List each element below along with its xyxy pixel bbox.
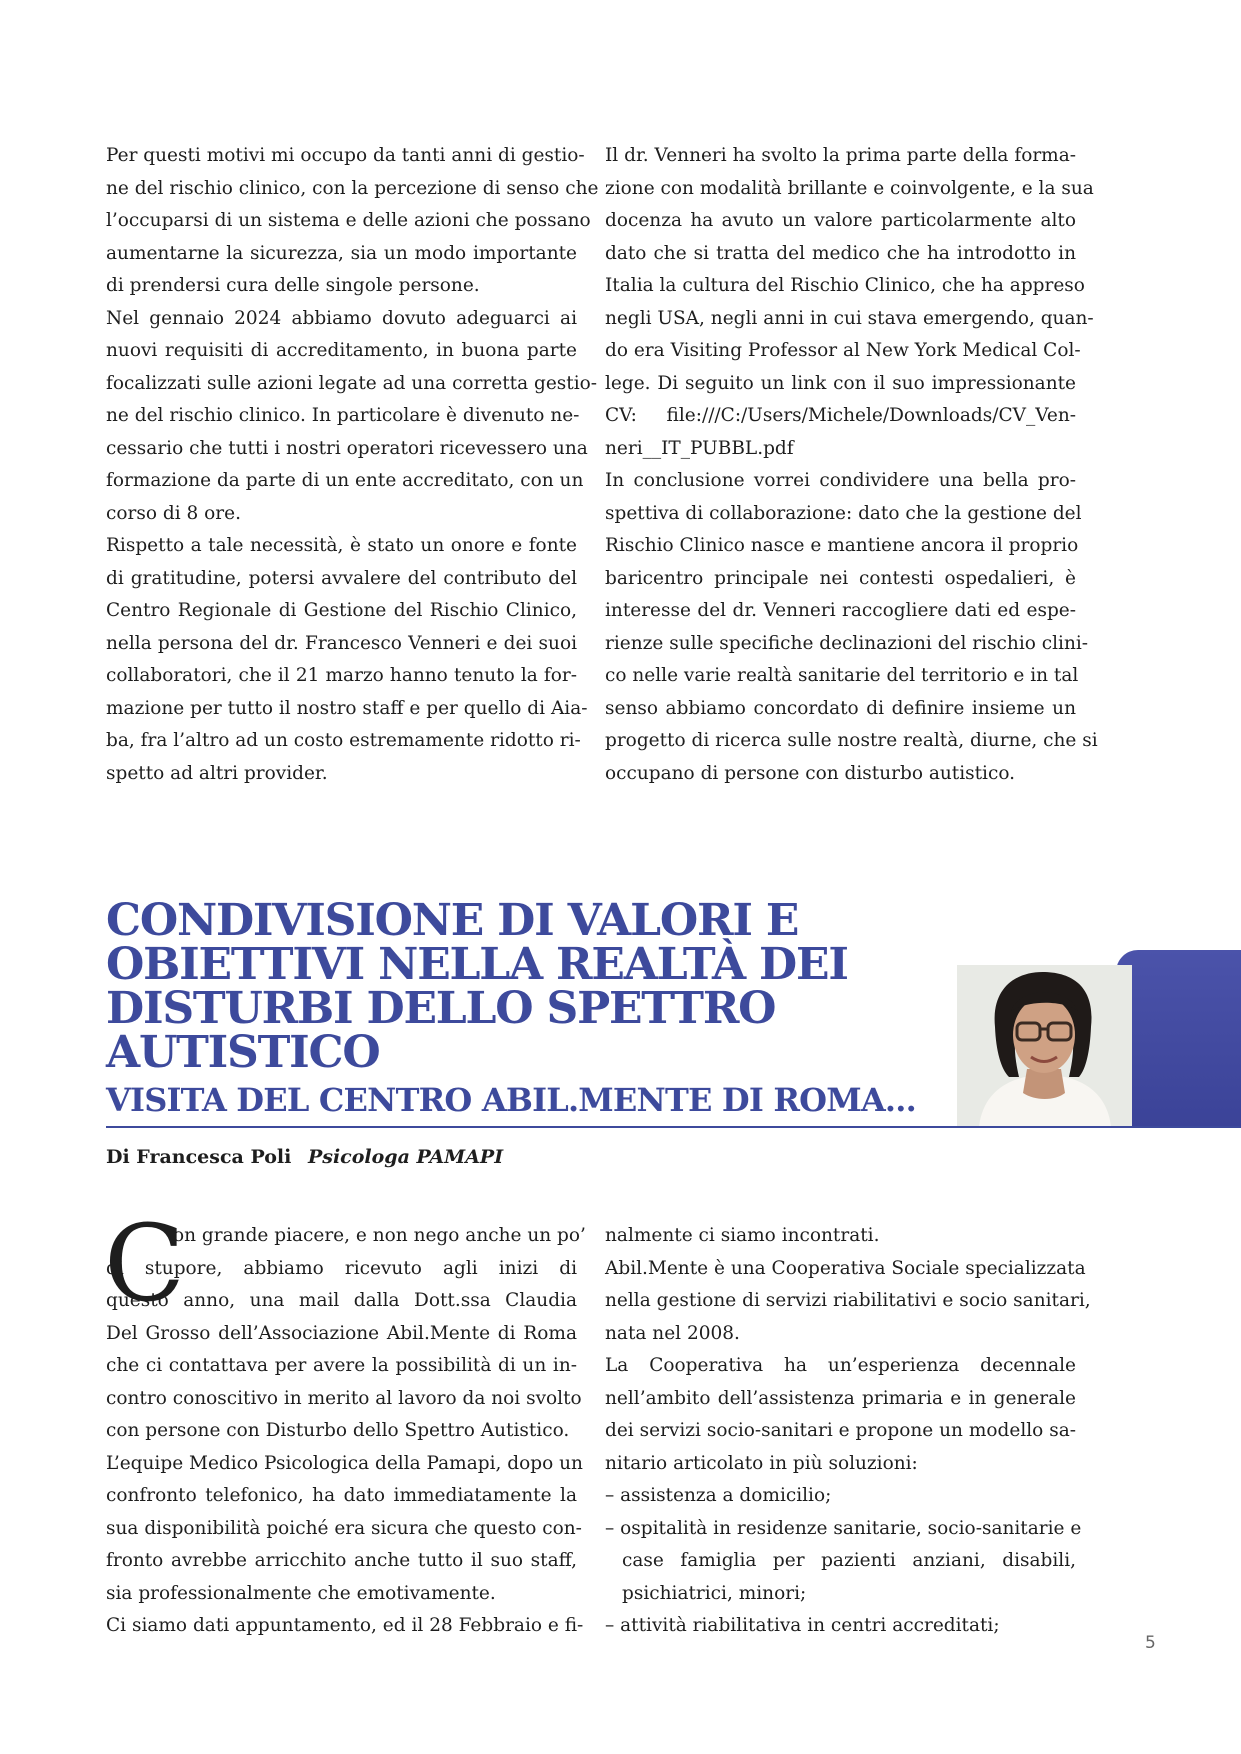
text-line: progetto di ricerca sulle nostre realtà, diurne, che si (605, 730, 1098, 751)
text-line: nuovi requisiti di accreditamento, in buona parte (106, 340, 577, 361)
text-line: spetto ad altri provider. (106, 762, 328, 784)
text-line: nitario articolato in più soluzioni: (605, 1452, 918, 1474)
list-item (605, 1610, 1076, 1643)
text-line: mazione per tutto il nostro staff e per quello di Aia- (106, 697, 588, 719)
paragraph (106, 1448, 583, 1611)
paragraph (106, 303, 598, 531)
text-line: baricentro principale nei contesti ospedalieri, è (605, 567, 1076, 589)
text-line: spettiva di collaborazione: dato che la gestione del (605, 502, 1082, 524)
paragraph (605, 1220, 1076, 1253)
decorative-blue-band (1116, 950, 1241, 1126)
text-line: focalizzati sulle azioni legate ad una corretta gestio- (106, 372, 598, 394)
list-item (605, 1480, 1076, 1513)
text-line: sia professionalmente che emotivamente. (106, 1582, 496, 1604)
drop-cap: C (104, 1202, 186, 1325)
text-line: – assistenza a domicilio; (605, 1485, 832, 1506)
text-line: La Cooperativa ha un’esperienza decennale (605, 1355, 1076, 1376)
text-line: cessario che tutti i nostri operatori ricevessero una (106, 437, 588, 459)
text-line: L’equipe Medico Psicologica della Pamapi, dopo un (106, 1452, 583, 1474)
text-line: neri__IT_PUBBL.pdf (605, 437, 794, 459)
text-line: occupano di persone con disturbo autistico. (605, 762, 1016, 784)
text-line: Rispetto a tale necessità, è stato un onore e fonte (106, 535, 577, 556)
text-line: negli USA, negli anni in cui stava emergendo, quan- (605, 307, 1094, 329)
text-line: Il dr. Venneri ha svolto la prima parte della forma- (605, 145, 1076, 166)
text-line: – attività riabilitativa in centri accreditati; (605, 1615, 1000, 1636)
text-line: do era Visiting Professor al New York Medical Col- (605, 340, 1081, 361)
paragraph (106, 140, 599, 303)
text-line: co nelle varie realtà sanitarie del territorio e in tal (605, 665, 1079, 686)
headline-line: DISTURBI DELLO SPETTRO (106, 983, 776, 1034)
text-line: ba, fra l’altro ad un costo estremamente ridotto ri- (106, 730, 581, 751)
text-line: nella gestione di servizi riabilitativi e socio sanitari, (605, 1290, 1091, 1311)
paragraph (605, 140, 1094, 465)
text-line: CV: file:///C:/Users/Michele/Downloads/CV_Ven- (605, 405, 1076, 426)
paragraph (106, 1220, 586, 1448)
text-line: nata nel 2008. (605, 1322, 740, 1344)
text-line: fronto avrebbe arricchito anche tutto il suo staff, (106, 1550, 577, 1571)
text-line: sua disponibilità poiché era sicura che questo con- (106, 1517, 582, 1539)
text-line: ne del rischio clinico. In particolare è divenuto ne- (106, 405, 580, 426)
text-line: di prendersi cura delle singole persone. (106, 275, 480, 296)
byline-role: Psicologa PAMAPI (307, 1146, 504, 1168)
column-bottom-right (605, 1220, 1091, 1643)
column-bottom-left (106, 1220, 586, 1643)
text-line: Centro Regionale di Gestione del Rischio Clinico, (106, 600, 577, 621)
text-line: docenza ha avuto un valore particolarmente alto (605, 210, 1076, 231)
text-line: nella persona del dr. Francesco Venneri e dei suoi (106, 632, 577, 654)
text-line: ne del rischio clinico, con la percezione di senso che (106, 177, 599, 199)
headline-line: CONDIVISIONE DI VALORI E (106, 895, 799, 946)
byline-author: Di Francesca Poli (106, 1146, 292, 1168)
text-line: Italia la cultura del Rischio Clinico, che ha appreso (605, 275, 1085, 296)
text-line: formazione da parte di un ente accreditato, con un (106, 470, 584, 491)
column-top-right (605, 140, 1098, 790)
text-line: questo anno, una mail dalla Dott.ssa Claudia (106, 1290, 577, 1311)
text-line: collaboratori, che il 21 marzo hanno tenuto la for- (106, 665, 577, 686)
text-line: di stupore, abbiamo ricevuto agli inizi di (106, 1257, 577, 1279)
text-line: on grande piacere, e non nego anche un po’ (173, 1225, 586, 1246)
text-line: di gratitudine, potersi avvalere del contributo del (106, 567, 577, 589)
text-line: corso di 8 ore. (106, 502, 241, 524)
text-line: Per questi motivi mi occupo da tanti anni di gestio- (106, 145, 585, 166)
portrait-illustration (957, 965, 1132, 1127)
text-line: Rischio Clinico nasce e mantiene ancora il proprio (605, 535, 1079, 556)
paragraph (106, 1610, 584, 1643)
article-subheadline: VISITA DEL CENTRO ABIL.MENTE DI ROMA... (106, 1081, 916, 1119)
text-line: Del Grosso dell’Associazione Abil.Mente di Roma (106, 1322, 577, 1344)
text-line: – ospitalità in residenze sanitarie, socio-sanitarie e (605, 1517, 1082, 1539)
text-line: l’occuparsi di un sistema e delle azioni che possano (106, 210, 591, 231)
page-number: 5 (1145, 1633, 1156, 1653)
text-line: Nel gennaio 2024 abbiamo dovuto adeguarci ai (106, 307, 577, 329)
paragraph (106, 530, 588, 790)
paragraph (605, 465, 1098, 790)
text-line: Abil.Mente è una Cooperativa Sociale specializzata (605, 1257, 1086, 1279)
author-portrait-photo (957, 965, 1132, 1127)
list-item (605, 1513, 1082, 1611)
text-line: nell’ambito dell’assistenza primaria e in generale (605, 1387, 1076, 1409)
text-line: aumentarne la sicurezza, sia un modo importante (106, 242, 577, 264)
text-line: rienze sulle specifiche declinazioni del rischio clini- (605, 632, 1089, 654)
text-line: nalmente ci siamo incontrati. (605, 1225, 880, 1246)
paragraph (605, 1253, 1091, 1351)
text-line: zione con modalità brillante e coinvolgente, e la sua (605, 177, 1094, 199)
headline-rule (106, 1126, 1241, 1128)
text-line: che ci contattava per avere la possibilità di un in- (106, 1355, 577, 1376)
byline (106, 1144, 503, 1170)
column-top-left (106, 140, 599, 790)
text-line: Ci siamo dati appuntamento, ed il 28 Febbraio e fi- (106, 1615, 584, 1636)
text-line: confronto telefonico, ha dato immediatamente la (106, 1485, 577, 1506)
text-line: con persone con Disturbo dello Spettro Autistico. (106, 1420, 570, 1441)
text-line: psichiatrici, minori; (622, 1582, 807, 1604)
text-line: dei servizi socio-sanitari e propone un modello sa- (605, 1420, 1076, 1441)
article-headline (106, 895, 946, 1078)
paragraph (605, 1350, 1076, 1480)
text-line: In conclusione vorrei condividere una bella pro- (605, 470, 1076, 491)
text-line: case famiglia per pazienti anziani, disabili, (622, 1550, 1076, 1571)
text-line: lege. Di seguito un link con il suo impressionante (605, 372, 1076, 394)
headline-line: AUTISTICO (106, 1027, 380, 1078)
text-line: senso abbiamo concordato di definire insieme un (605, 697, 1076, 719)
text-line: interesse del dr. Venneri raccogliere dati ed espe- (605, 600, 1076, 621)
headline-line: OBIETTIVI NELLA REALTÀ DEI (106, 939, 848, 990)
text-line: contro conoscitivo in merito al lavoro da noi svolto (106, 1387, 582, 1409)
text-line: dato che si tratta del medico che ha introdotto in (605, 242, 1076, 264)
